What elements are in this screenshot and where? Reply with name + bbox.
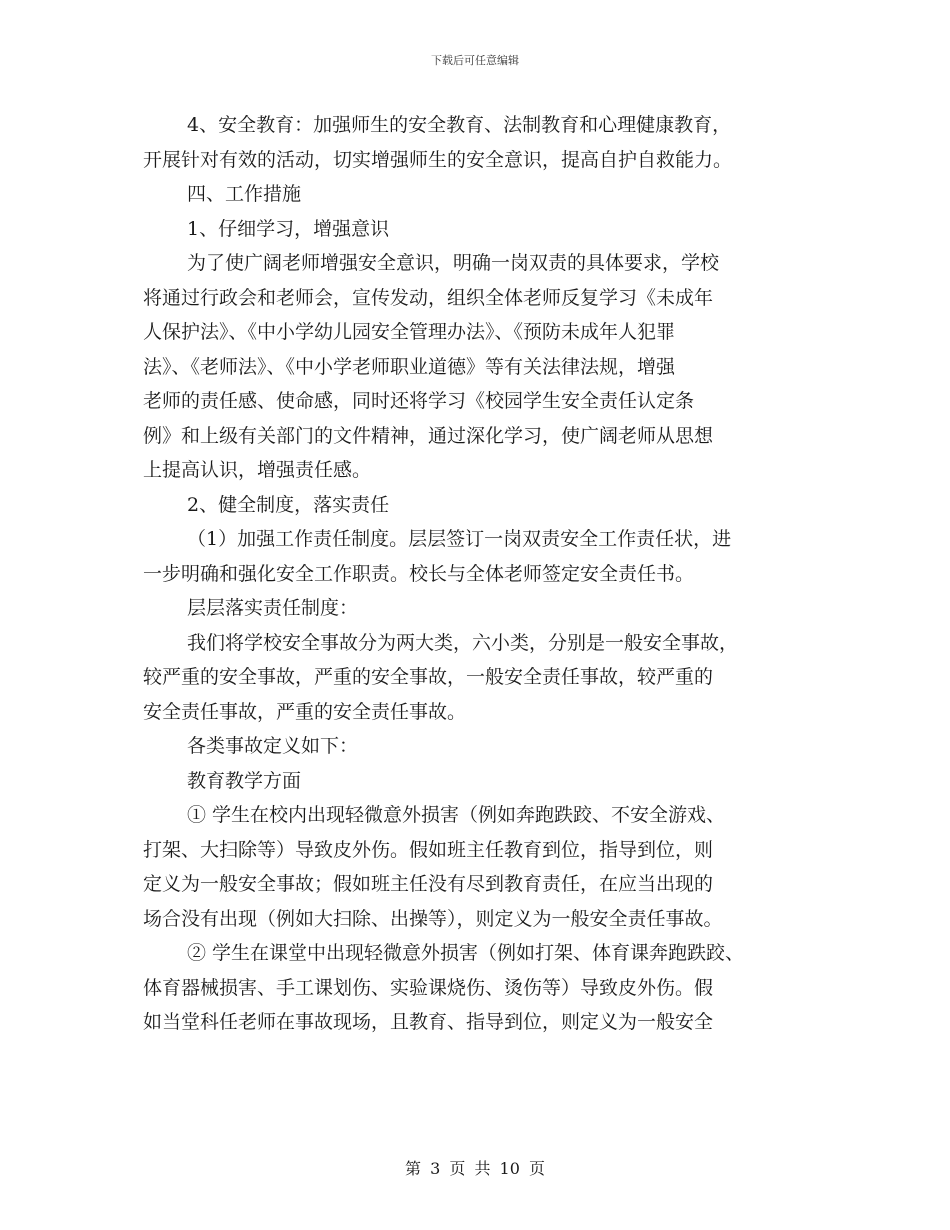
text-line: 4、安全教育：加强师生的安全教育、法制教育和心理健康教育， <box>187 114 732 136</box>
text-line: 定义为一般安全事故；假如班主任没有尽到教育责任，在应当出现的 <box>143 873 714 895</box>
text-line: 安全责任事故，严重的安全责任事故。 <box>143 700 467 723</box>
text-line: 体育器械损害、手工课划伤、实验课烧伤、烫伤等）导致皮外伤。假 <box>143 976 714 999</box>
page-header: 下载后可任意编辑 <box>431 54 519 67</box>
text-line: 老师的责任感、使命感，同时还将学习《校园学生安全责任认定条 <box>143 390 695 412</box>
text-line: 为了使广阔老师增强安全意识，明确一岗双责的具体要求，学校 <box>187 252 720 274</box>
list-item: ① 学生在校内出现轻微意外损害（例如奔跑跌跤、不安全游戏、 <box>187 804 726 826</box>
text-line: 打架、大扫除等）导致皮外伤。假如班主任教育到位，指导到位，则 <box>143 838 714 861</box>
text-line: 法》、《老师法》、《中小学老师职业道德》等有关法律法规，增强 <box>143 355 676 378</box>
text-line: 开展针对有效的活动，切实增强师生的安全意识，提高自护自救能力。 <box>143 148 733 171</box>
text-line: 将通过行政会和老师会，宣传发动，组织全体老师反复学习《未成年 <box>143 286 714 309</box>
text-line: 一步明确和强化安全工作职责。校长与全体老师签定安全责任书。 <box>143 562 695 585</box>
text-line: 人保护法》、《中小学幼儿园安全管理办法》、《预防未成年人犯罪 <box>143 321 676 343</box>
section-heading: 四、工作措施 <box>187 183 302 205</box>
subsection-heading: 1、仔细学习，增强意识 <box>187 217 390 240</box>
text-line: 我们将学校安全事故分为两大类，六小类，分别是一般安全事故， <box>187 631 739 654</box>
text-line: 各类事故定义如下： <box>187 735 359 757</box>
text-line: 层层落实责任制度： <box>187 597 359 619</box>
text-line: 教育教学方面 <box>187 769 302 792</box>
text-line: 较严重的安全事故，严重的安全事故，一般安全责任事故，较严重的 <box>143 666 714 688</box>
text-line: 场合没有出现（例如大扫除、出操等），则定义为一般安全责任事故。 <box>143 907 723 930</box>
text-line: （1）加强工作责任制度。层层签订一岗双责安全工作责任状，进 <box>187 528 732 550</box>
text-line: 如当堂科任老师在事故现场，且教育、指导到位，则定义为一般安全 <box>143 1011 714 1033</box>
text-line: 例》和上级有关部门的文件精神，通过深化学习，使广阔老师从思想 <box>143 424 714 447</box>
text-line: 上提高认识，增强责任感。 <box>143 459 372 481</box>
list-item: ② 学生在课堂中出现轻微意外损害（例如打架、体育课奔跑跌跤、 <box>187 942 745 964</box>
subsection-heading: 2、健全制度，落实责任 <box>187 493 390 516</box>
page-number: 第 3 页 共 10 页 <box>405 1159 545 1178</box>
document-body <box>143 108 813 1040</box>
